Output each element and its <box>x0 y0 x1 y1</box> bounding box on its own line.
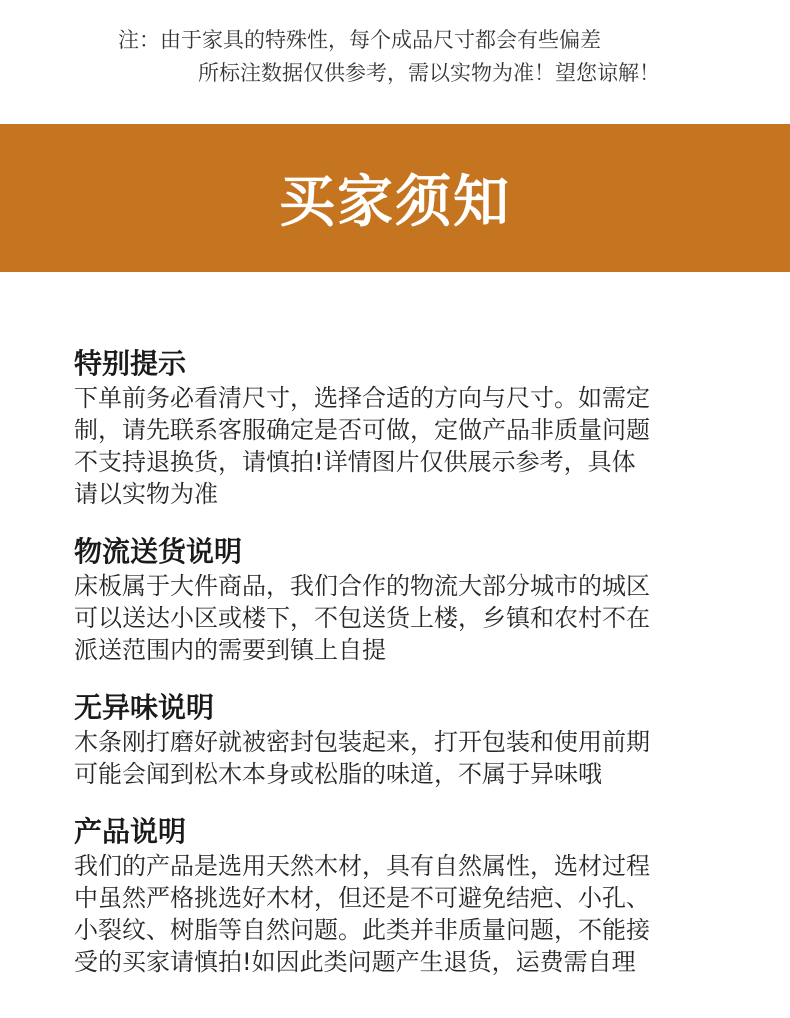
section-text-line: 不支持退换货，请慎拍!详情图片仅供展示参考，具体 <box>74 448 636 476</box>
section-text-line: 木条刚打磨好就被密封包装起来，打开包装和使用前期 <box>74 728 650 756</box>
section-title: 物流送货说明 <box>74 535 243 568</box>
section-text-line: 下单前务必看清尺寸，选择合适的方向与尺寸。如需定 <box>74 384 650 412</box>
disclaimer-note <box>0 24 790 90</box>
section-title: 特别提示 <box>74 347 187 380</box>
banner-title: 买家须知 <box>279 170 511 235</box>
disclaimer-line: 所标注数据仅供参考，需以实物为准！望您谅解！ <box>198 61 660 85</box>
notice-content <box>74 346 714 1002</box>
section-text-line: 请以实物为准 <box>74 480 218 508</box>
section-title: 产品说明 <box>74 815 187 848</box>
section-text-line: 制，请先联系客服确定是否可做，定做产品非质量问题 <box>74 416 650 444</box>
section-product-info <box>74 814 714 978</box>
section-logistics <box>74 534 714 666</box>
section-text-line: 可以送达小区或楼下，不包送货上楼，乡镇和农村不在 <box>74 604 650 632</box>
buyer-notice-banner <box>0 124 790 272</box>
section-special-tips <box>74 346 714 510</box>
section-text-line: 中虽然严格挑选好木材，但还是不可避免结疤、小孔、 <box>74 884 650 912</box>
section-text-line: 床板属于大件商品，我们合作的物流大部分城市的城区 <box>74 572 650 600</box>
disclaimer-line: 注：由于家具的特殊性，每个成品尺寸都会有些偏差 <box>118 28 601 52</box>
section-no-odor <box>74 690 714 790</box>
section-title: 无异味说明 <box>74 691 215 724</box>
section-text-line: 小裂纹、树脂等自然问题。此类并非质量问题，不能接 <box>74 916 650 944</box>
section-text-line: 受的买家请慎拍!如因此类问题产生退货，运费需自理 <box>74 948 636 976</box>
section-text-line: 可能会闻到松木本身或松脂的味道，不属于异味哦 <box>74 760 602 788</box>
section-text-line: 我们的产品是选用天然木材，具有自然属性，选材过程 <box>74 852 650 880</box>
section-text-line: 派送范围内的需要到镇上自提 <box>74 636 386 664</box>
